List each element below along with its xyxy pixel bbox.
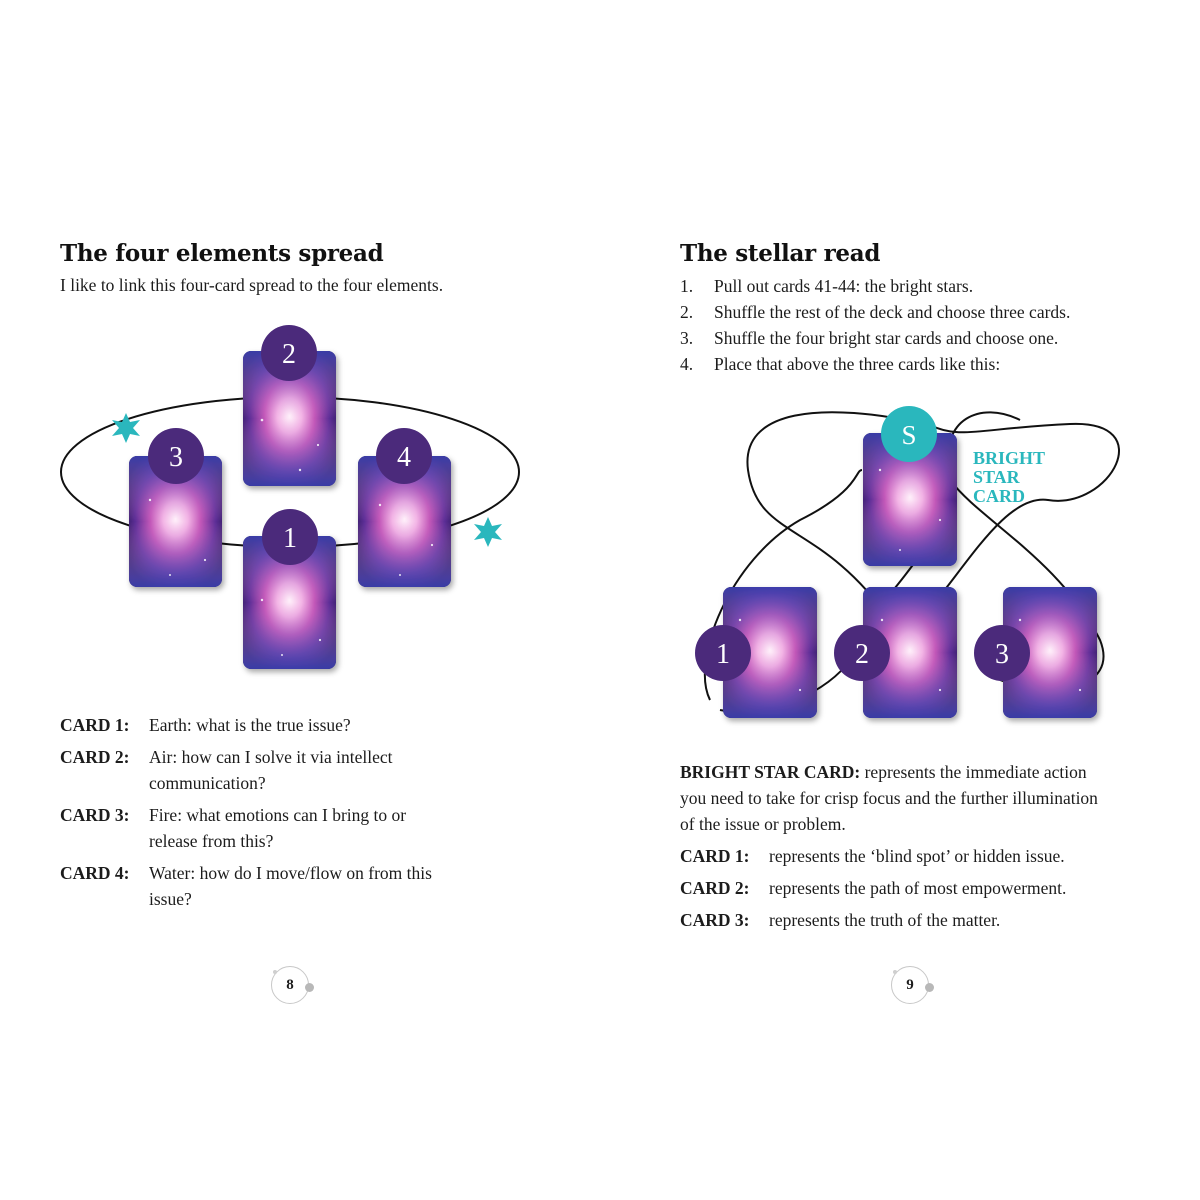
left-card-descriptions — [60, 712, 460, 918]
step-text: Shuffle the rest of the deck and choose three cards. — [714, 302, 1071, 322]
step-number: 3. — [680, 328, 694, 348]
card-badge-2 — [261, 325, 317, 381]
step-text: Place that above the three cards like this: — [714, 354, 1001, 374]
card-badge-4 — [376, 428, 432, 484]
description-label: CARD 2: — [60, 747, 130, 767]
left-page-title: The four elements spread — [60, 240, 384, 267]
four-elements-diagram — [0, 0, 600, 700]
right-page — [600, 0, 1200, 1200]
bright-star-description-text: represents the immediate action you need to take for crisp focus and the further illumination of the issue or problem. — [680, 762, 1098, 834]
card-badge-3 — [148, 428, 204, 484]
bright-star-badge — [881, 406, 937, 462]
bright-star-label-line: CARD — [973, 486, 1025, 506]
card-badge-2-label: 2 — [855, 639, 869, 670]
card-badge-4-label: 4 — [397, 442, 411, 473]
teal-star-icon — [474, 517, 502, 547]
card-badge-3 — [974, 625, 1030, 681]
orbit-dot-icon — [893, 970, 897, 974]
step-number: 4. — [680, 354, 694, 374]
description-text: Air: how can I solve it via intellect communication? — [149, 747, 393, 793]
description-row — [60, 712, 460, 738]
description-label: CARD 1: — [60, 715, 130, 735]
description-text: Earth: what is the true issue? — [149, 715, 351, 735]
description-text: represents the truth of the matter. — [769, 910, 1001, 930]
step-text: Shuffle the four bright star cards and choose one. — [714, 328, 1059, 348]
bright-star-card-label — [973, 448, 1045, 506]
right-page-title: The stellar read — [680, 240, 881, 267]
description-label: CARD 2: — [680, 878, 750, 898]
page-number-8 — [271, 966, 309, 1004]
description-label: CARD 3: — [60, 805, 130, 825]
card-badge-3-label: 3 — [995, 639, 1009, 670]
description-text: represents the path of most empowerment. — [769, 878, 1067, 898]
description-row — [680, 843, 1110, 869]
card-badge-1-label: 1 — [716, 639, 730, 670]
card-badge-1-label: 1 — [283, 523, 297, 554]
bright-star-label-line: STAR — [973, 467, 1020, 487]
description-row — [60, 802, 460, 854]
description-row — [680, 875, 1110, 901]
page-number-label: 8 — [286, 977, 294, 993]
bright-star-description-label: BRIGHT STAR CARD: — [680, 762, 861, 782]
card-badge-2 — [834, 625, 890, 681]
step-number: 1. — [680, 276, 694, 296]
left-page-intro: I like to link this four-card spread to the four elements. — [60, 275, 444, 295]
description-text: Water: how do I move/flow on from this issue? — [149, 863, 432, 909]
bright-star-badge-label: S — [901, 420, 917, 450]
card-badge-1 — [262, 509, 318, 565]
step-number: 2. — [680, 302, 694, 322]
stellar-read-diagram — [600, 0, 1200, 760]
orbit-dot-icon — [273, 970, 277, 974]
card-badge-2-label: 2 — [282, 339, 296, 370]
description-row — [680, 907, 1110, 933]
card-badge-1 — [695, 625, 751, 681]
orbit-dot-icon — [925, 983, 934, 992]
orbit-dot-icon — [305, 983, 314, 992]
description-label: CARD 3: — [680, 910, 750, 930]
description-row — [60, 860, 460, 912]
description-text: represents the ‘blind spot’ or hidden issue. — [769, 846, 1065, 866]
description-label: CARD 4: — [60, 863, 130, 883]
bright-star-label-line: BRIGHT — [973, 448, 1046, 468]
bright-star-description — [680, 759, 1110, 837]
right-card-descriptions — [680, 759, 1110, 939]
description-label: CARD 1: — [680, 846, 750, 866]
step-text: Pull out cards 41-44: the bright stars. — [714, 276, 974, 296]
description-text: Fire: what emotions can I bring to or release from this? — [149, 805, 407, 851]
page-number-9 — [891, 966, 929, 1004]
description-row — [60, 744, 460, 796]
card-badge-3-label: 3 — [169, 442, 183, 473]
page-number-label: 9 — [906, 977, 914, 993]
